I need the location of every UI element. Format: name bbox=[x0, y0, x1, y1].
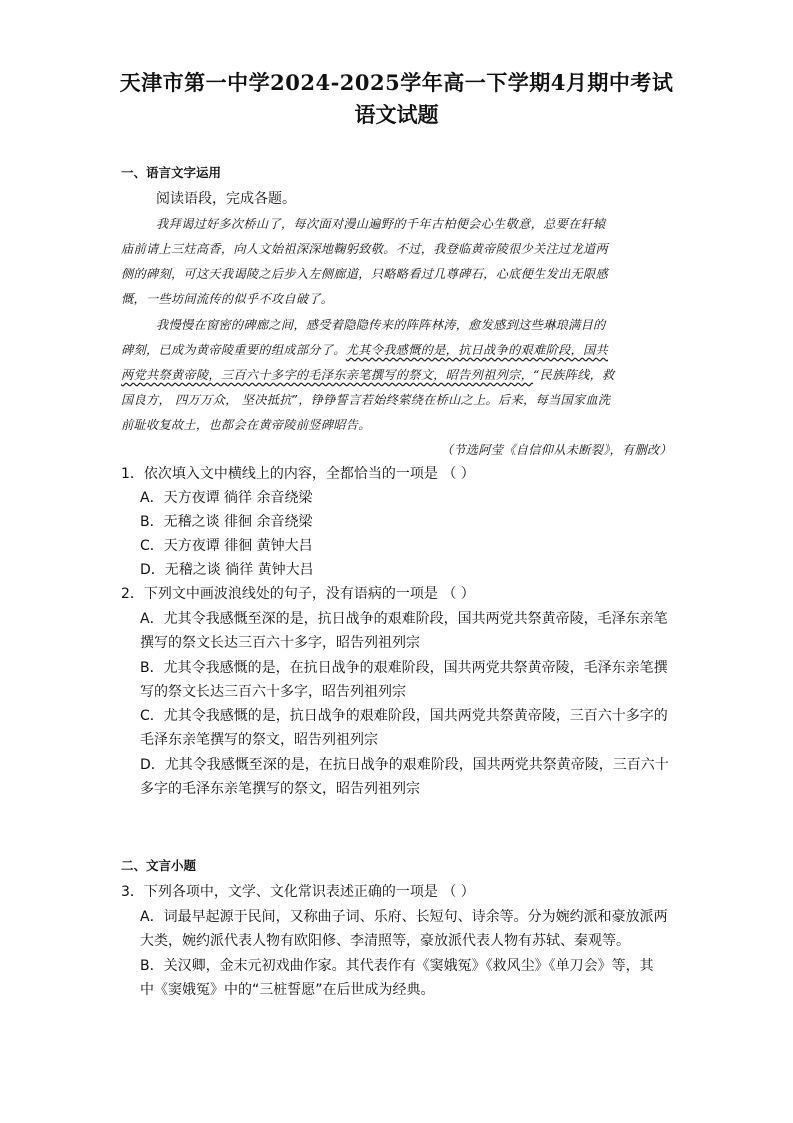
question-2-option-b-cont: 写的祭文长达三百六十多字，昭告列祖列宗 bbox=[140, 684, 406, 700]
question-2-option-d: D．尤其令我感慨至深的是，在抗日战争的艰难阶段，国共两党共祭黄帝陵，三百六十 bbox=[140, 757, 669, 773]
question-2-option-c-cont: 毛泽东亲笔撰写的祭文，昭告列祖列宗 bbox=[140, 732, 378, 748]
question-2-option-c: C．尤其令我感慨的是，抗日战争的艰难阶段，国共两党共祭黄帝陵，三百六十多字的 bbox=[140, 708, 668, 724]
passage-segment: 碑刻，已成为黄帝陵重要的组成部分了。 bbox=[121, 343, 346, 357]
question-3-option-a: A．词最早起源于民间，又称曲子词、乐府、长短句、诗余等。分为婉约派和豪放派两 bbox=[140, 909, 668, 925]
passage-line: 我慢慢在窗密的碑廊之间，感受着隐隐传来的阵阵林涛，愈发感到这些琳琅满目的 bbox=[156, 318, 606, 332]
question-3-option-a-cont: 大类，婉约派代表人物有欧阳修、李清照等，豪放派代表人物有苏轼、秦观等。 bbox=[140, 933, 630, 949]
passage-line-mixed bbox=[121, 369, 615, 381]
question-2-option-a: A．尤其令我感慨至深的是，抗日战争的艰难阶段，国共两党共祭黄帝陵，毛泽东亲笔 bbox=[140, 611, 668, 627]
question-3-option-b: B．关汉卿，金末元初戏曲作家。其代表作有《窦娥冤》《救风尘》《单刀会》等，其 bbox=[140, 958, 654, 974]
question-1-option-c: C．天方夜谭 徘徊 黄钟大吕 bbox=[140, 538, 313, 554]
passage-source: （节选阿莹《自信仰从未断裂》，有删改） bbox=[440, 443, 672, 457]
passage-line: 慨，一些坊间流传的似乎不攻自破了。 bbox=[121, 292, 334, 306]
question-2-option-d-cont: 多字的毛泽东亲笔撰写的祭文，昭告列祖列宗 bbox=[140, 781, 420, 797]
question-2-stem: 2．下列文中画波浪线处的句子，没有语病的一项是 （ ） bbox=[121, 586, 475, 602]
question-2-option-a-cont: 撰写的祭文长达三百六十多字，昭告列祖列宗 bbox=[140, 635, 420, 651]
section-heading-2: 二、文言小题 bbox=[121, 858, 197, 873]
question-1-stem: 1．依次填入文中横线上的内容，全都恰当的一项是 （ ） bbox=[121, 466, 475, 482]
passage-segment: “民族阵线，救 bbox=[533, 368, 615, 382]
wavy-underlined-sentence: 两党共祭黄帝陵，三百六十多字的毛泽东亲笔撰写的祭文，昭告列祖列宗， bbox=[121, 368, 534, 382]
passage-line: 我拜谒过好多次桥山了，每次面对漫山遍野的千年古柏便会心生敬意，总要在轩辕 bbox=[156, 217, 606, 231]
question-1-option-b: B．无稽之谈 徘徊 余音绕梁 bbox=[140, 514, 313, 530]
passage-line: 庙前请上三炷高香，向人文始祖深深地鞠躬致敬。不过，我登临黄帝陵很少关注过龙道两 bbox=[121, 242, 609, 256]
question-1-option-a: A．天方夜谭 徜徉 余音绕梁 bbox=[140, 490, 313, 506]
wavy-underlined-sentence: 尤其令我感慨的是，抗日战争的艰难阶段，国共 bbox=[345, 343, 609, 357]
passage-intro: 阅读语段，完成各题。 bbox=[156, 191, 296, 207]
question-3-stem: 3．下列各项中，文学、文化常识表述正确的一项是 （ ） bbox=[121, 884, 475, 900]
exam-title: 天津市第一中学2024-2025学年高一下学期4月期中考试 bbox=[119, 70, 674, 95]
question-3-option-b-cont: 中《窦娥冤》中的“三桩誓愿”在后世成为经典。 bbox=[140, 982, 435, 998]
passage-line: 前耻收复故土，也都会在黄帝陵前竖碑昭告。 bbox=[121, 418, 371, 432]
question-2-option-b: B．尤其令我感慨的是，在抗日战争的艰难阶段，国共两党共祭黄帝陵，毛泽东亲笔撰 bbox=[140, 660, 668, 676]
passage-line: 国良方， 四万万众， 坚决抵抗”，铮铮誓言若始终萦绕在桥山之上。后来，每当国家血洗 bbox=[121, 393, 611, 407]
question-1-option-d: D．无稽之谈 徜徉 黄钟大吕 bbox=[140, 562, 314, 578]
exam-subtitle: 语文试题 bbox=[354, 102, 439, 127]
passage-line-mixed bbox=[121, 344, 608, 356]
passage-line: 侧的碑刻，可这天我谒陵之后步入左侧廊道，只略略看过几尊碑石，心底便生发出无限感 bbox=[121, 267, 609, 281]
section-heading-1: 一、语言文字运用 bbox=[121, 165, 222, 180]
